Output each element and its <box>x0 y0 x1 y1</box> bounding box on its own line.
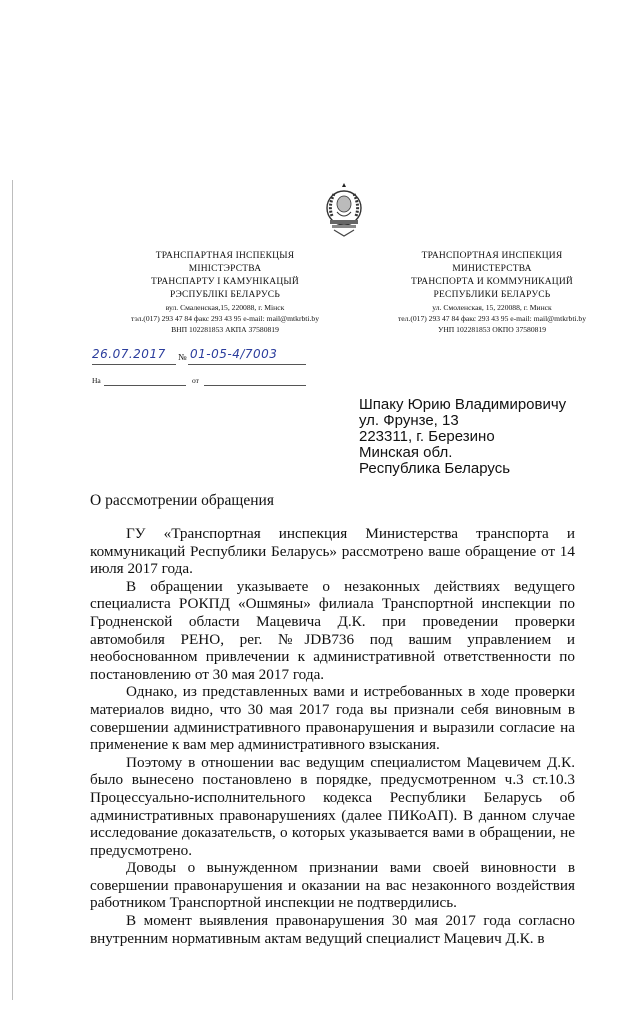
header-right-block <box>382 250 602 335</box>
recipient-region: Минская обл. <box>359 444 453 461</box>
letter-body <box>90 525 575 947</box>
recipient-country: Республика Беларусь <box>359 460 511 477</box>
body-paragraph-6: В момент выявления правонарушения 30 мая 2017 года согласно внутренним нормативным актам ведущий специалист Мацевич Д.К. в <box>90 912 575 947</box>
header-right-line1: ТРАНСПОРТНАЯ ИНСПЕКЦИЯ <box>421 251 563 261</box>
registration-date: 26.07.2017 <box>92 347 166 361</box>
header-right-address: ул. Смоленская, 15, 220088, г. Минск <box>432 303 552 312</box>
na-underline <box>104 385 186 386</box>
ot-label: от <box>192 376 199 385</box>
header-left-line3: ТРАНСПАРТУ І КАМУНІКАЦЫЙ <box>151 277 299 287</box>
registration-number-label: № <box>178 352 187 362</box>
registration-number: 01-05-4/7003 <box>190 347 278 361</box>
body-paragraph-1: ГУ «Транспортная инспекция Министерства транспорта и коммуникаций Республики Беларусь» рассмотрено ваше обращение от 14 июля 2017 года. <box>90 525 575 578</box>
header-right-codes: УНП 102281853 ОКПО 37580819 <box>437 325 547 334</box>
date-underline <box>92 364 176 365</box>
letter-subject: О рассмотрении обращения <box>90 492 274 509</box>
header-right-line3: ТРАНСПОРТА И КОММУНИКАЦИЙ <box>411 277 573 287</box>
state-emblem-icon <box>322 182 366 238</box>
recipient-name: Шпаку Юрию Владимировичу <box>359 396 567 413</box>
recipient-city: 223311, г. Березино <box>359 428 495 445</box>
header-left-address: вул. Смаленская,15, 220088, г. Мінск <box>165 303 285 312</box>
left-margin-line <box>12 180 13 1000</box>
body-paragraph-4: Поэтому в отношении вас ведущим специалистом Мацевичем Д.К. было вынесено постановлено в порядке, предусмотренном ч.3 ст.10.3 Процессуально-исполнительного кодекса Республики Беларусь об административных правонарушениях (далее ПИКоАП). В данном случае исследование доказательств, о которых указывается вами в обращении, не предусмотрено. <box>90 753 575 859</box>
na-label: На <box>92 376 101 385</box>
recipient-street: ул. Фрунзе, 13 <box>359 412 459 429</box>
number-underline <box>188 364 306 365</box>
body-paragraph-3: Однако, из представленных вами и истребованных в ходе проверки материалов видно, что 30 мая 2017 года вы признали себя виновным в совершении административного правонарушения и выразили согласие на применение к вам мер административного взыскания. <box>90 683 575 754</box>
header-left-contacts: тэл.(017) 293 47 84 факс 293 43 95 e-mail: mail@mtkrbti.by <box>130 314 320 323</box>
header-right-line2: МИНИСТЕРСТВА <box>452 264 532 274</box>
header-left-codes: ВНП 102281853 АКПА 37580819 <box>171 325 279 334</box>
header-left-line2: МІНІСТЭРСТВА <box>188 264 262 274</box>
header-left-block <box>115 250 335 335</box>
body-paragraph-2: В обращении указываете о незаконных действиях ведущего специалиста РОКПД «Ошмяны» филиала Транспортной инспекции по Гродненской области Мацевича Д.К. при проведении проверки автомобиля РЕНО, рег. №JDB736 под вашим управлением и необоснованном привлечении к административной ответственности по постановлению от 30 мая 2017 года. <box>90 577 575 683</box>
header-right-contacts: тел.(017) 293 47 84 факс 293 43 95 e-mail: mail@mtkrbti.by <box>397 314 587 323</box>
ot-underline <box>204 385 306 386</box>
header-left-line4: РЭСПУБЛІКІ БЕЛАРУСЬ <box>170 290 280 300</box>
body-paragraph-5: Доводы о вынужденном признании вами своей виновности в совершении правонарушения и оказании на вас незаконного воздействия работником Транспортной инспекции не подтвердились. <box>90 859 575 912</box>
header-left-line1: ТРАНСПАРТНАЯ ІНСПЕКЦЫЯ <box>155 251 295 261</box>
header-right-line4: РЕСПУБЛИКИ БЕЛАРУСЬ <box>433 290 551 300</box>
recipient-address <box>359 397 566 477</box>
